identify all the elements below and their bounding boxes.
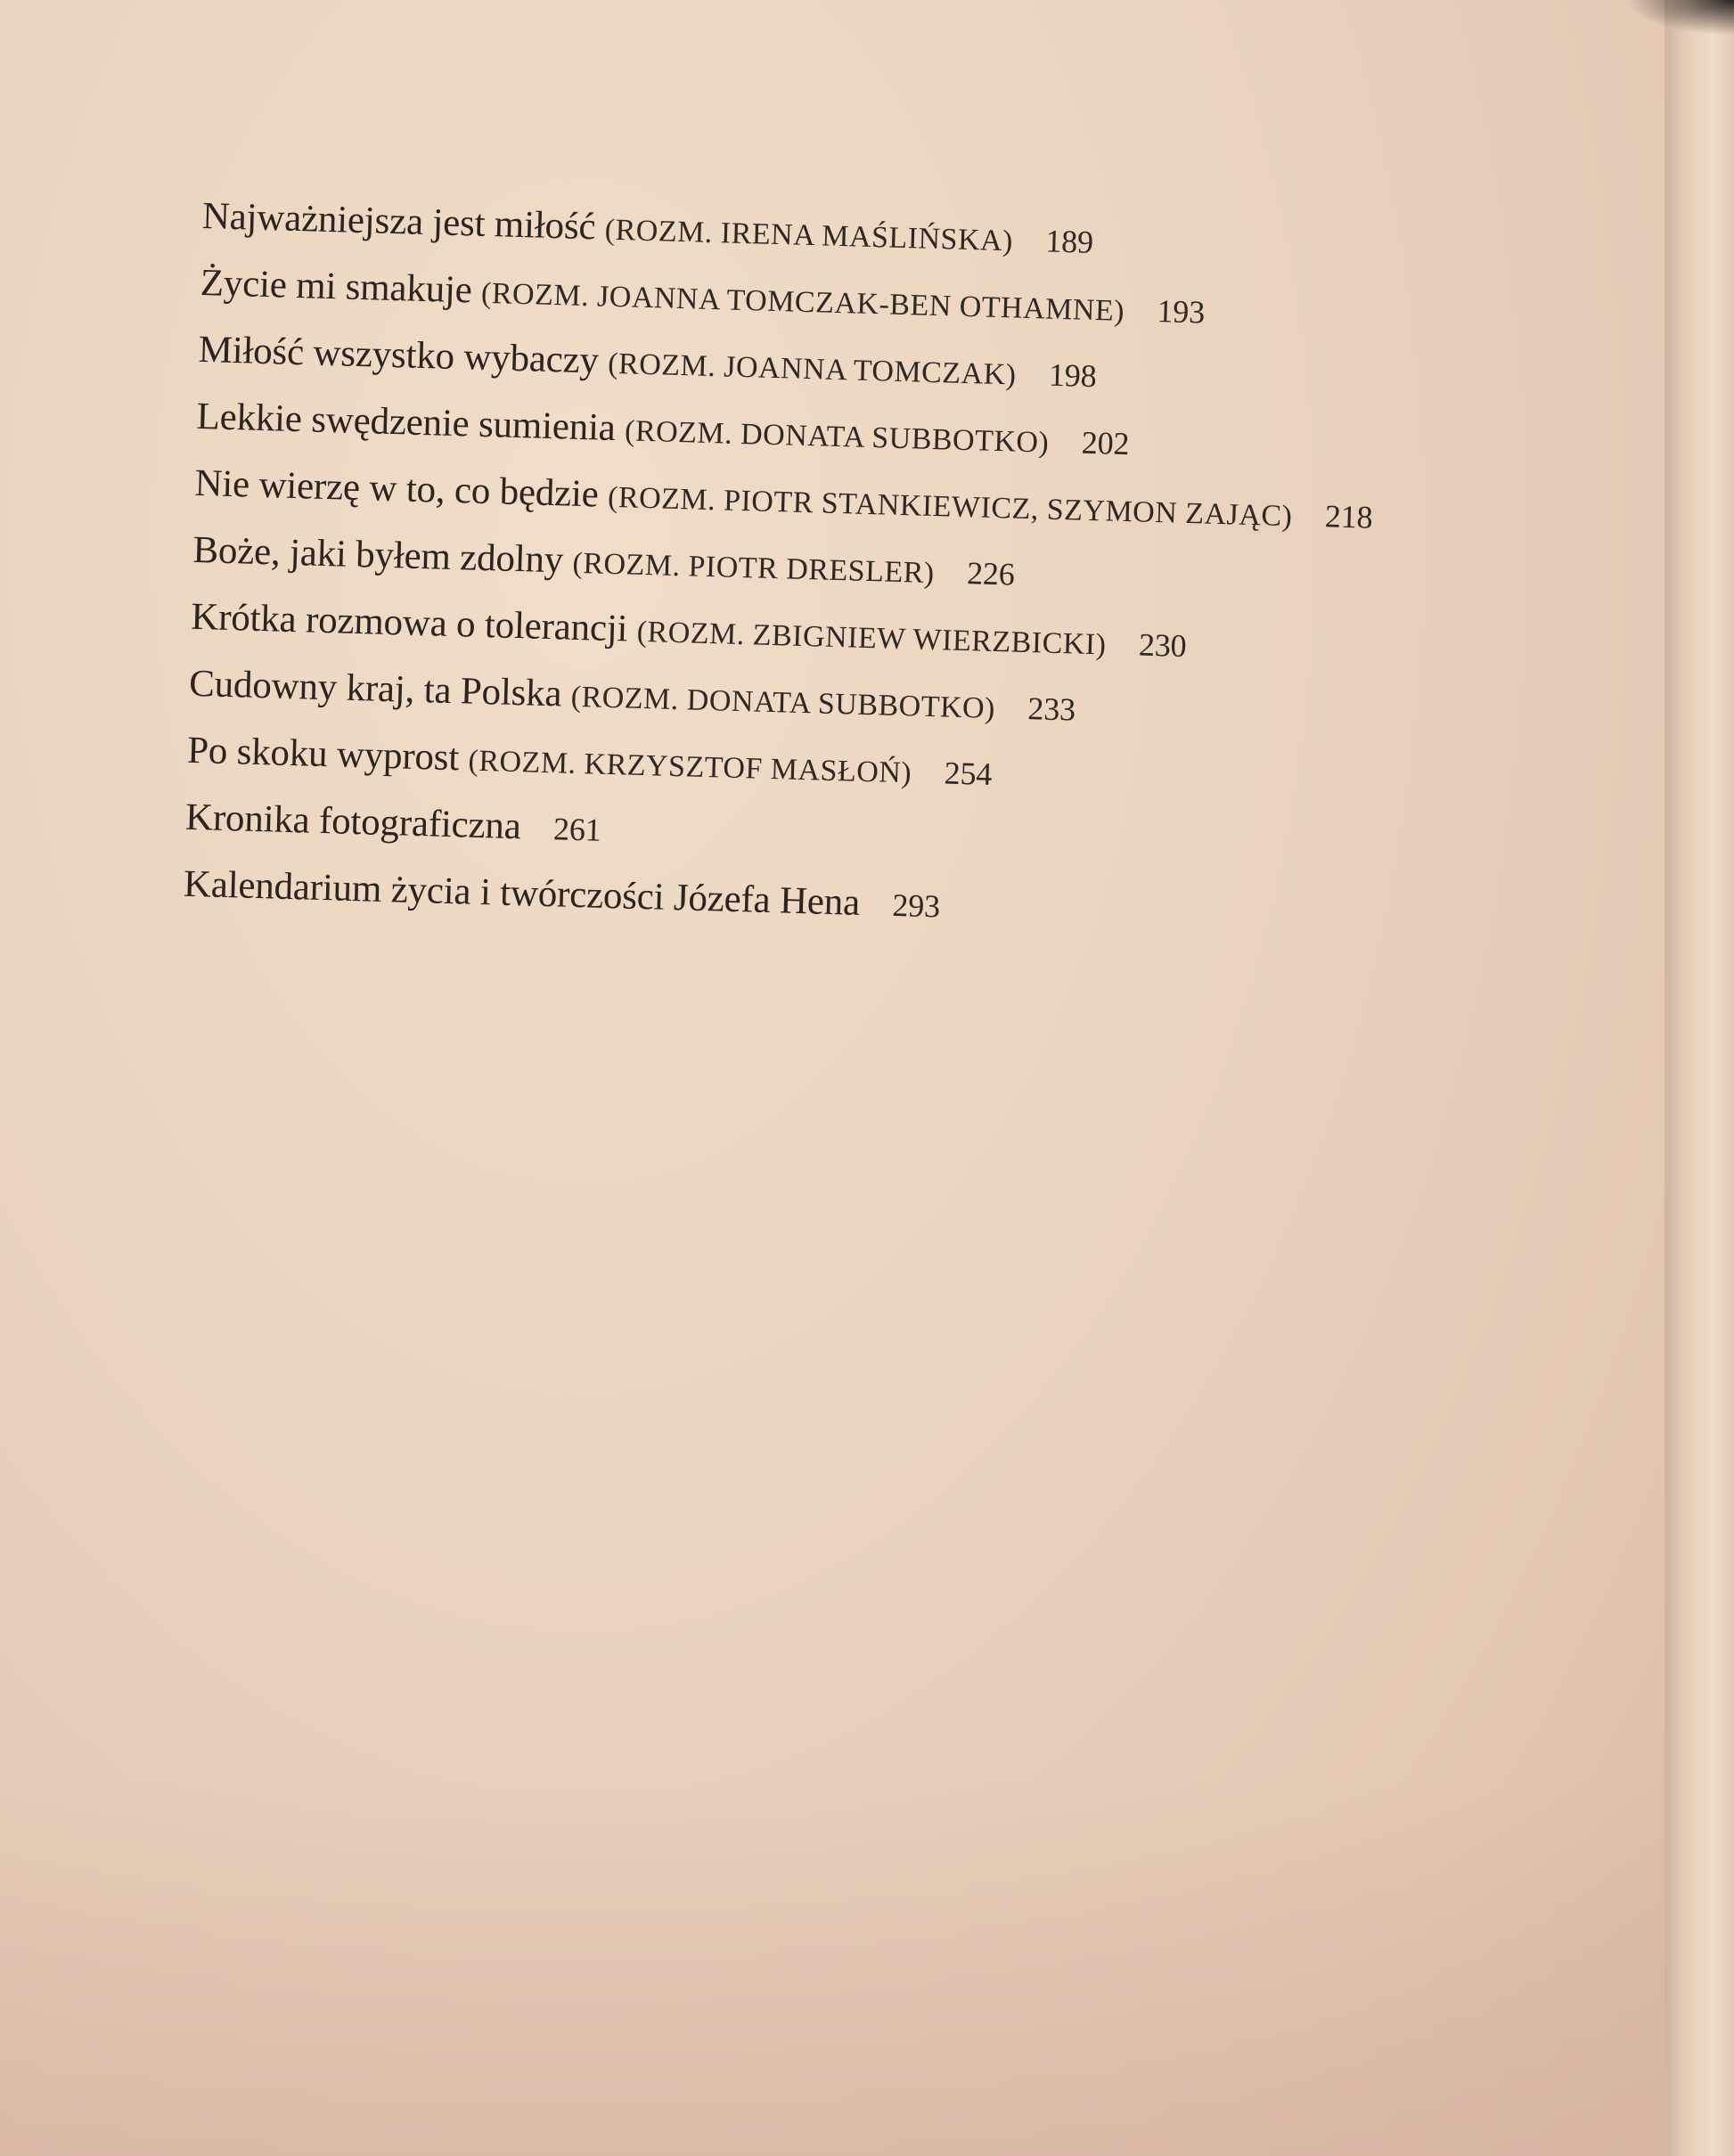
entry-page-number: 218: [1324, 498, 1373, 535]
entry-page-number: 233: [1026, 690, 1076, 728]
entry-page-number: 226: [966, 555, 1016, 592]
entry-title: Najważniejsza jest miłość: [201, 194, 597, 249]
entry-interviewer: (ROZM. DONATA SUBBOTKO): [570, 680, 996, 726]
entry-page-number: 254: [944, 755, 993, 792]
entry-page-number: 261: [552, 811, 602, 848]
entry-interviewer: (ROZM. JOANNA TOMCZAK): [607, 347, 1018, 392]
entry-page-number: 202: [1081, 424, 1130, 462]
next-page-edge: [1664, 0, 1734, 2156]
entry-title: Życie mi smakuje: [200, 261, 473, 312]
entry-interviewer: (ROZM. JOANNA TOMCZAK-BEN OTHAMNE): [480, 276, 1125, 328]
entry-interviewer: (ROZM. ZBIGNIEW WIERZBICKI): [636, 615, 1107, 662]
entry-page-number: 189: [1044, 223, 1094, 260]
entry-title: Kalendarium życia i twórczości Józefa Hena: [183, 862, 861, 924]
table-of-contents: [183, 183, 1557, 955]
entry-interviewer: (ROZM. KRZYSZTOF MASŁOŃ): [468, 744, 912, 790]
entry-title: Krótka rozmowa o tolerancji: [190, 595, 628, 650]
entry-title: Cudowny kraj, ta Polska: [188, 662, 562, 715]
entry-title: Boże, jaki byłem zdolny: [192, 528, 564, 582]
entry-title: Nie wierzę w to, co będzie: [193, 461, 600, 516]
entry-title: Lekkie swędzenie sumienia: [196, 395, 617, 450]
entry-interviewer: (ROZM. DONATA SUBBOTKO): [624, 414, 1050, 460]
entry-interviewer: (ROZM. IRENA MAŚLIŃSKA): [604, 213, 1014, 258]
entry-page-number: 230: [1138, 626, 1188, 665]
entry-page-number: 193: [1157, 292, 1206, 331]
entry-title: Miłość wszystko wybaczy: [198, 328, 600, 382]
entry-page-number: 198: [1048, 356, 1098, 395]
entry-interviewer: (ROZM. PIOTR DRESLER): [572, 546, 936, 591]
entry-interviewer: (ROZM. PIOTR STANKIEWICZ, SZYMON ZAJĄC): [607, 480, 1293, 534]
entry-title: Kronika fotograficzna: [184, 796, 522, 848]
entry-title: Po skoku wyprost: [186, 729, 460, 780]
corner-shadow: [1627, 0, 1734, 36]
entry-page-number: 293: [891, 886, 941, 925]
